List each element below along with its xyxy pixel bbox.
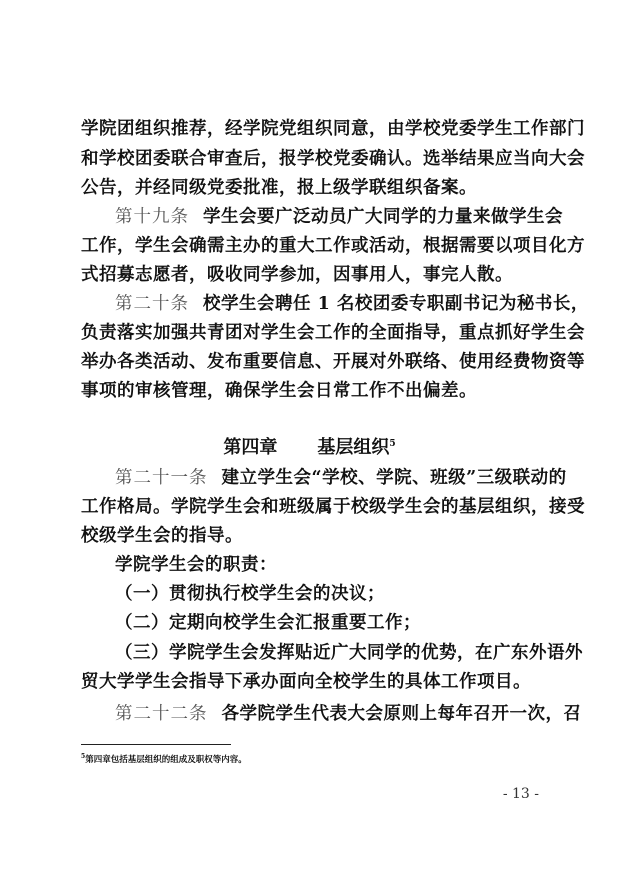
chapter-title: 基层组织: [317, 437, 390, 458]
body-line: 举办各类活动、发布重要信息、开展对外联络、使用经费物资等: [81, 352, 585, 372]
duty-item: （一）贯彻执行校学生会的决议；: [115, 584, 385, 604]
chapter-number: 第四章: [223, 437, 278, 458]
article-number: 第十九条: [115, 207, 189, 227]
article-number: 第二十条: [115, 294, 189, 314]
footnote-divider: [81, 744, 231, 745]
body-line: 和学校团委联合审查后，报学校党委确认。选举结果应当向大会: [81, 149, 585, 169]
footnote: [81, 751, 247, 766]
duty-item: （二）定期向校学生会汇报重要工作；: [115, 613, 421, 633]
footnote-text: 第四章包括基层组织的组成及职权等内容。: [85, 754, 247, 765]
article-20-first-line: [81, 292, 589, 316]
article-number: 第二十二条: [115, 704, 208, 724]
article-text: 各学院学生代表大会原则上每年召开一次，召: [221, 704, 582, 724]
article-19-first-line: [81, 205, 563, 229]
article-text: 校学生会聘任 1 名校团委专职副书记为秘书长，: [203, 294, 589, 314]
article-number: 第二十一条: [115, 468, 208, 488]
body-line: 工作，学生会确需主办的重大工作或活动，根据需要以项目化方: [81, 236, 585, 256]
body-line: 校级学生会的指导。: [81, 526, 243, 546]
body-line: 式招募志愿者，吸收同学参加，因事用人，事完人散。: [81, 265, 513, 285]
duty-item: （三）学院学生会发挥贴近广大同学的优势，在广东外语外: [115, 643, 583, 663]
page-number: - 13 -: [502, 786, 539, 802]
article-21-first-line: [81, 466, 567, 490]
duties-heading: 学院学生会的职责：: [115, 555, 277, 575]
article-22-first-line: [81, 702, 582, 726]
article-text: 建立学生会“学校、学院、班级”三级联动的: [221, 468, 567, 488]
footnote-reference: 5: [389, 439, 396, 449]
body-line: 贸大学学生会指导下承办面向全校学生的具体工作项目。: [81, 672, 531, 692]
body-line: 学院团组织推荐，经学院党组织同意，由学校党委学生工作部门: [81, 119, 585, 139]
footnote-mark: 5: [81, 753, 86, 760]
article-text: 学生会要广泛动员广大同学的力量来做学生会: [203, 207, 563, 227]
body-line: 工作格局。学院学生会和班级属于校级学生会的基层组织，接受: [81, 497, 585, 517]
body-line: 负责落实加强共青团对学生会工作的全面指导，重点抓好学生会: [81, 323, 585, 343]
body-line: 事项的审核管理，确保学生会日常工作不出偏差。: [81, 381, 477, 401]
body-line: 公告，并经同级党委批准，报上级学联组织备案。: [81, 178, 477, 198]
chapter-heading: [0, 431, 619, 461]
